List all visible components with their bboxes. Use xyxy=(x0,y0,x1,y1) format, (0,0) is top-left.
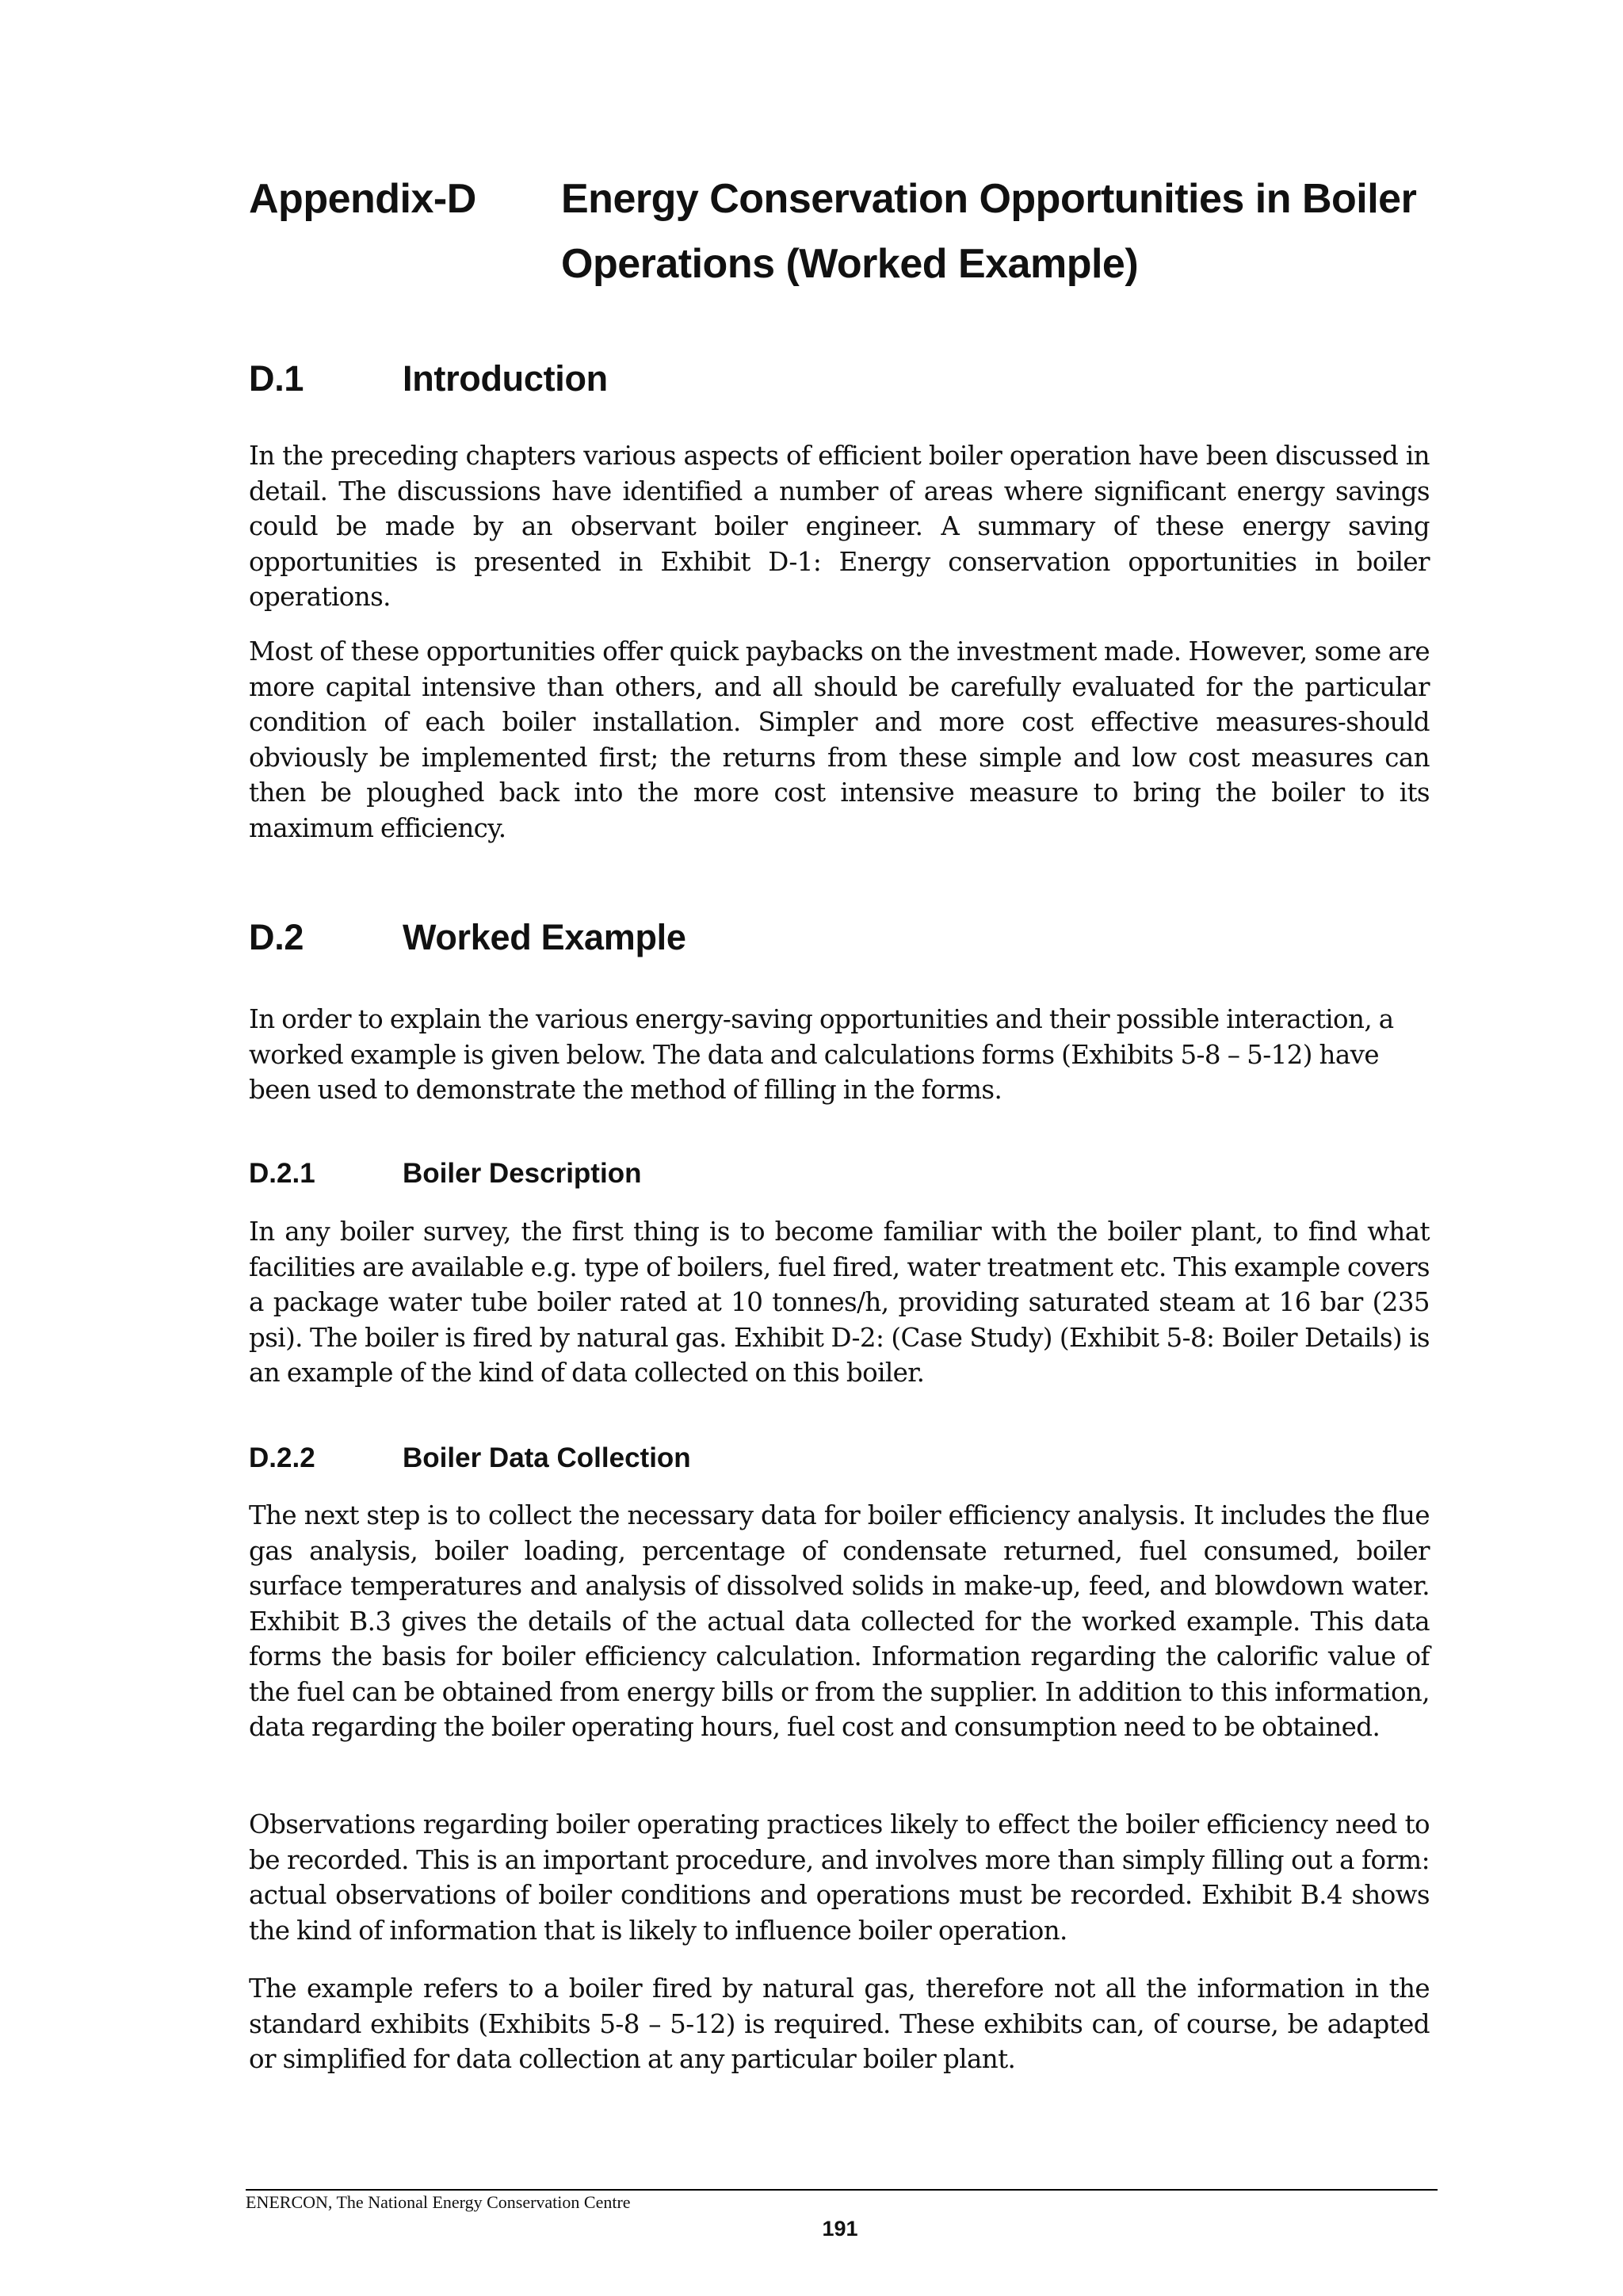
section-number: D.1 xyxy=(249,358,304,399)
paragraph: The next step is to collect the necessary data for boiler efficiency analysis. It includes the flue gas analysis, boiler loading, percentage of condensate returned, fuel consumed, boiler surface temperatures and analysis of dissolved solids in make-up, feed, and blowdown water. Exhibit B.3 gives the details of the actual data collected for the worked example. This data forms the basis for boiler efficiency calculation. Information regarding the calorific value of the fuel can be obtained from energy bills or from the supplier. In addition to this information, data regarding the boiler operating hours, fuel cost and consumption need to be obtained. xyxy=(249,1500,1430,1742)
section-title: Introduction xyxy=(403,358,608,399)
footer-organization: ENERCON, The National Energy Conservation Centre xyxy=(246,2192,631,2212)
paragraph: Observations regarding boiler operating practices likely to effect the boiler efficiency need to be recorded. This is an important procedure, and involves more than simply filling out a form: actual observations of boiler conditions and operations must be recorded. Exhibit B.4 shows the kind of information that is likely to influence boiler operation. xyxy=(249,1809,1430,1946)
paragraph: The example refers to a boiler fired by natural gas, therefore not all the information in the standard exhibits (Exhibits 5-8 – 5-12) is required. These exhibits can, of course, be adapted or simplified for data collection at any particular boiler plant. xyxy=(249,1973,1430,2074)
appendix-title: Energy Conservation Opportunities in Boiler Operations (Worked Example) xyxy=(561,176,1417,287)
subsection-title: Boiler Data Collection xyxy=(403,1442,691,1473)
paragraph: Most of these opportunities offer quick paybacks on the investment made. However, some are more capital intensive than others, and all should be carefully evaluated for the particular condition of each boiler installation. Simpler and more cost effective measures-should obviously be implemented first; the returns from these simple and low cost measures can then be ploughed back into the more cost intensive measure to bring the boiler to its maximum efficiency. xyxy=(249,636,1430,843)
section-number: D.2 xyxy=(249,917,304,957)
section-title: Worked Example xyxy=(403,917,686,957)
subsection-title: Boiler Description xyxy=(403,1158,642,1189)
subsection-number: D.2.1 xyxy=(249,1158,315,1189)
subsection-number: D.2.2 xyxy=(249,1442,315,1473)
paragraph: In any boiler survey, the first thing is to become familiar with the boiler plant, to find what facilities are available e.g. type of boilers, fuel fired, water treatment etc. This example covers a package water tube boiler rated at 10 tonnes/h, providing saturated steam at 16 bar (235 psi). The boiler is fired by natural gas. Exhibit D-2: (Case Study) (Exhibit 5-8: Boiler Details) is an example of the kind of data collected on this boiler. xyxy=(249,1217,1430,1388)
paragraph: In order to explain the various energy-saving opportunities and their possible interaction, a worked example is given below. The data and calculations forms (Exhibits 5-8 – 5-12) have been used to demonstrate the method of filling in the forms. xyxy=(249,1004,1394,1105)
appendix-label: Appendix-D xyxy=(249,176,476,222)
paragraph: In the preceding chapters various aspects of efficient boiler operation have been discussed in detail. The discussions have identified a number of areas where significant energy savings could be made by an observant boiler engineer. A summary of these energy saving opportunities is presented in Exhibit D-1: Energy conservation opportunities in boiler operations. xyxy=(249,441,1430,612)
footer-divider xyxy=(246,2189,1438,2191)
page-number: 191 xyxy=(822,2217,858,2241)
